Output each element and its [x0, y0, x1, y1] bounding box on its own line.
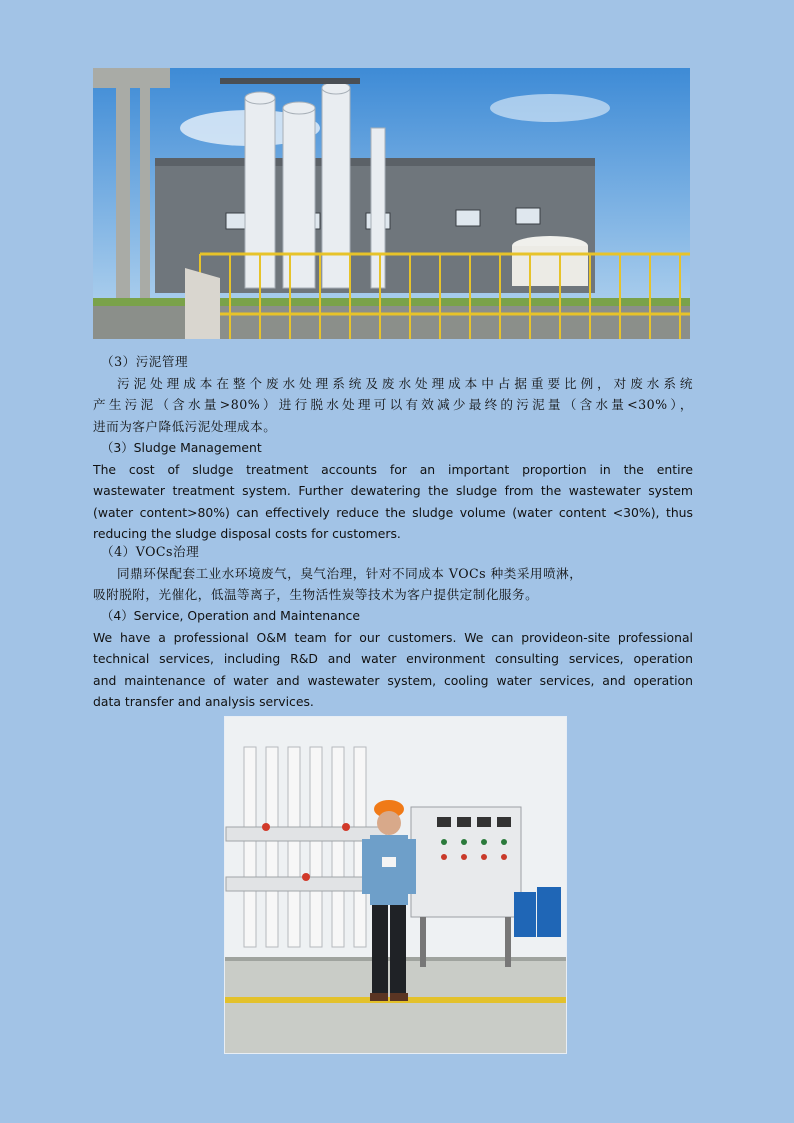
vocs-line-zh-2: 吸附脱附，光催化，低温等离子，生物活性炭等技术为客户提供定制化服务。	[93, 587, 539, 602]
service-line-en-3: and maintenance of water and wastewater system, cooling water services, and operation	[93, 672, 693, 688]
sludge-line-en-4: reducing the sludge disposal costs for customers.	[93, 526, 401, 541]
service-line-en-1: We have a professional O&M team for our customers. We can providеon-site professional	[93, 629, 693, 645]
sludge-line-zh-2: 产生污泥（含水量>80%）进行脱水处理可以有效减少最终的污泥量（含水量<30%），	[93, 397, 693, 412]
sludge-heading-zh: （3）污泥管理	[101, 354, 189, 369]
service-section	[93, 605, 693, 713]
sludge-heading-en: （3）Sludge Management	[101, 440, 262, 455]
sludge-line-en-1: The cost of sludge treatment accounts for an important proportion in the entire	[93, 461, 693, 477]
engineer-photo	[224, 716, 567, 1054]
sludge-line-en-3: (water content>80%) can effectively reduce the sludge volume (water content <30%), thus	[93, 504, 693, 520]
plant-photo	[93, 68, 690, 339]
vocs-section	[93, 541, 693, 606]
vocs-line-zh-1: 同鼎环保配套工业水环境废气，臭气治理，针对不同成本 VOCs 种类采用喷淋，	[117, 565, 583, 581]
sludge-line-zh-1: 污泥处理成本在整个废水处理系统及废水处理成本中占据重要比例，对废水系统	[117, 375, 693, 391]
service-heading-en: （4）Service, Operation and Maintenance	[101, 608, 360, 623]
service-line-en-2: technical services, including R&D and water environment consulting services, operation	[93, 651, 693, 666]
sludge-section-en	[93, 437, 693, 545]
vocs-heading-zh: （4）VOCs治理	[101, 544, 200, 559]
sludge-section-zh	[93, 351, 693, 437]
service-line-en-4: data transfer and analysis services.	[93, 694, 314, 709]
sludge-line-zh-3: 进而为客户降低污泥处理成本。	[93, 418, 277, 434]
sludge-line-en-2: wastewater treatment system. Further dewatering the sludge from the wastewater system	[93, 483, 693, 498]
